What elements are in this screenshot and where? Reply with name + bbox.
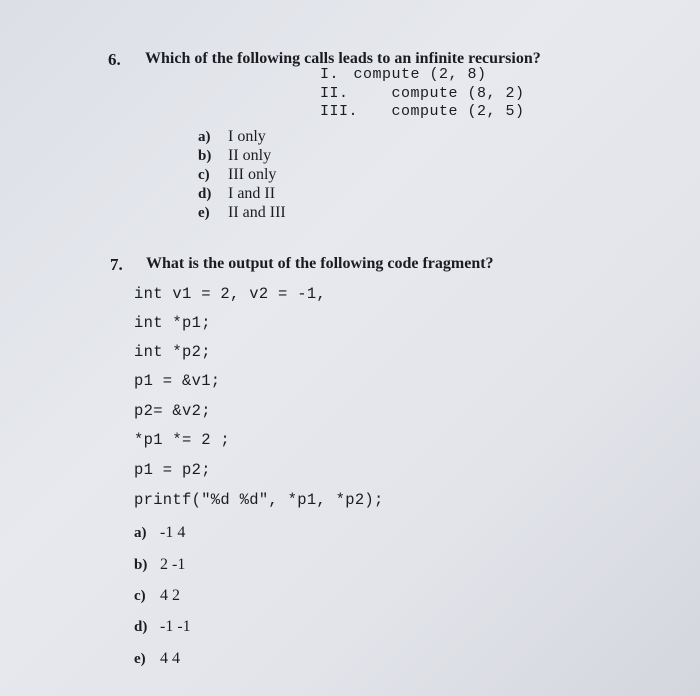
q7-option-a-text: -1 4	[160, 524, 186, 541]
q7-code-line-7: p1 = p2;	[134, 461, 211, 479]
q6-option-d	[198, 185, 275, 203]
q7-code-line-3: int *p2;	[134, 343, 211, 361]
q6-call-3-label: III.	[320, 103, 359, 120]
q7-code-line-5: p2= &v2;	[134, 402, 211, 420]
q6-option-e	[198, 204, 286, 222]
q6-option-d-text: I and II	[228, 185, 276, 202]
q7-option-e	[134, 650, 180, 668]
q7-code-line-4: p1 = &v1;	[134, 372, 221, 390]
q6-option-c-letter: c)	[198, 167, 210, 183]
q6-call-1-text: compute (2, 8)	[353, 66, 487, 83]
q7-code-line-2: int *p1;	[134, 314, 211, 332]
q7-code-line-6: *p1 *= 2 ;	[134, 431, 231, 449]
q7-option-c-text: 4 2	[160, 587, 180, 604]
q7-code-line-1: int v1 = 2, v2 = -1,	[134, 285, 327, 303]
q6-call-3	[320, 103, 525, 120]
q7-option-e-text: 4 4	[160, 650, 180, 667]
q7-option-d	[134, 618, 191, 636]
q7-code-line-8: printf("%d %d", *p1, *p2);	[134, 491, 384, 509]
q6-call-2-text: compute (8, 2)	[391, 85, 525, 102]
q6-call-2-label: II.	[320, 85, 349, 102]
q6-question: Which of the following calls leads to an infinite recursion?	[145, 50, 541, 67]
q6-call-1	[320, 66, 487, 83]
q6-option-b-letter: b)	[198, 148, 212, 164]
q6-option-a-letter: a)	[198, 129, 211, 145]
q6-call-2	[320, 85, 525, 102]
q6-option-c-text: III only	[228, 166, 277, 183]
q7-option-d-text: -1 -1	[160, 618, 191, 635]
q6-option-d-letter: d)	[198, 186, 212, 202]
q6-option-a	[198, 128, 266, 146]
q7-option-d-letter: d)	[134, 619, 148, 635]
q7-option-c-letter: c)	[134, 588, 146, 604]
q7-option-e-letter: e)	[134, 651, 146, 667]
q7-option-b	[134, 556, 185, 574]
q6-call-3-text: compute (2, 5)	[391, 103, 525, 120]
q6-option-a-text: I only	[228, 128, 266, 145]
q7-option-a-letter: a)	[134, 525, 147, 541]
q6-option-b-text: II only	[228, 147, 272, 164]
q6-option-e-letter: e)	[198, 205, 210, 221]
q7-number: 7.	[110, 255, 123, 274]
q7-option-a	[134, 524, 185, 542]
q7-option-b-text: 2 -1	[160, 556, 186, 573]
q6-option-c	[198, 166, 276, 184]
q7-option-b-letter: b)	[134, 557, 148, 573]
q6-option-e-text: II and III	[228, 204, 286, 221]
q6-number: 6.	[108, 50, 121, 69]
q7-option-c	[134, 587, 180, 605]
q6-option-b	[198, 147, 271, 165]
q7-question: What is the output of the following code fragment?	[146, 255, 494, 272]
q6-call-1-label: I.	[320, 66, 340, 83]
